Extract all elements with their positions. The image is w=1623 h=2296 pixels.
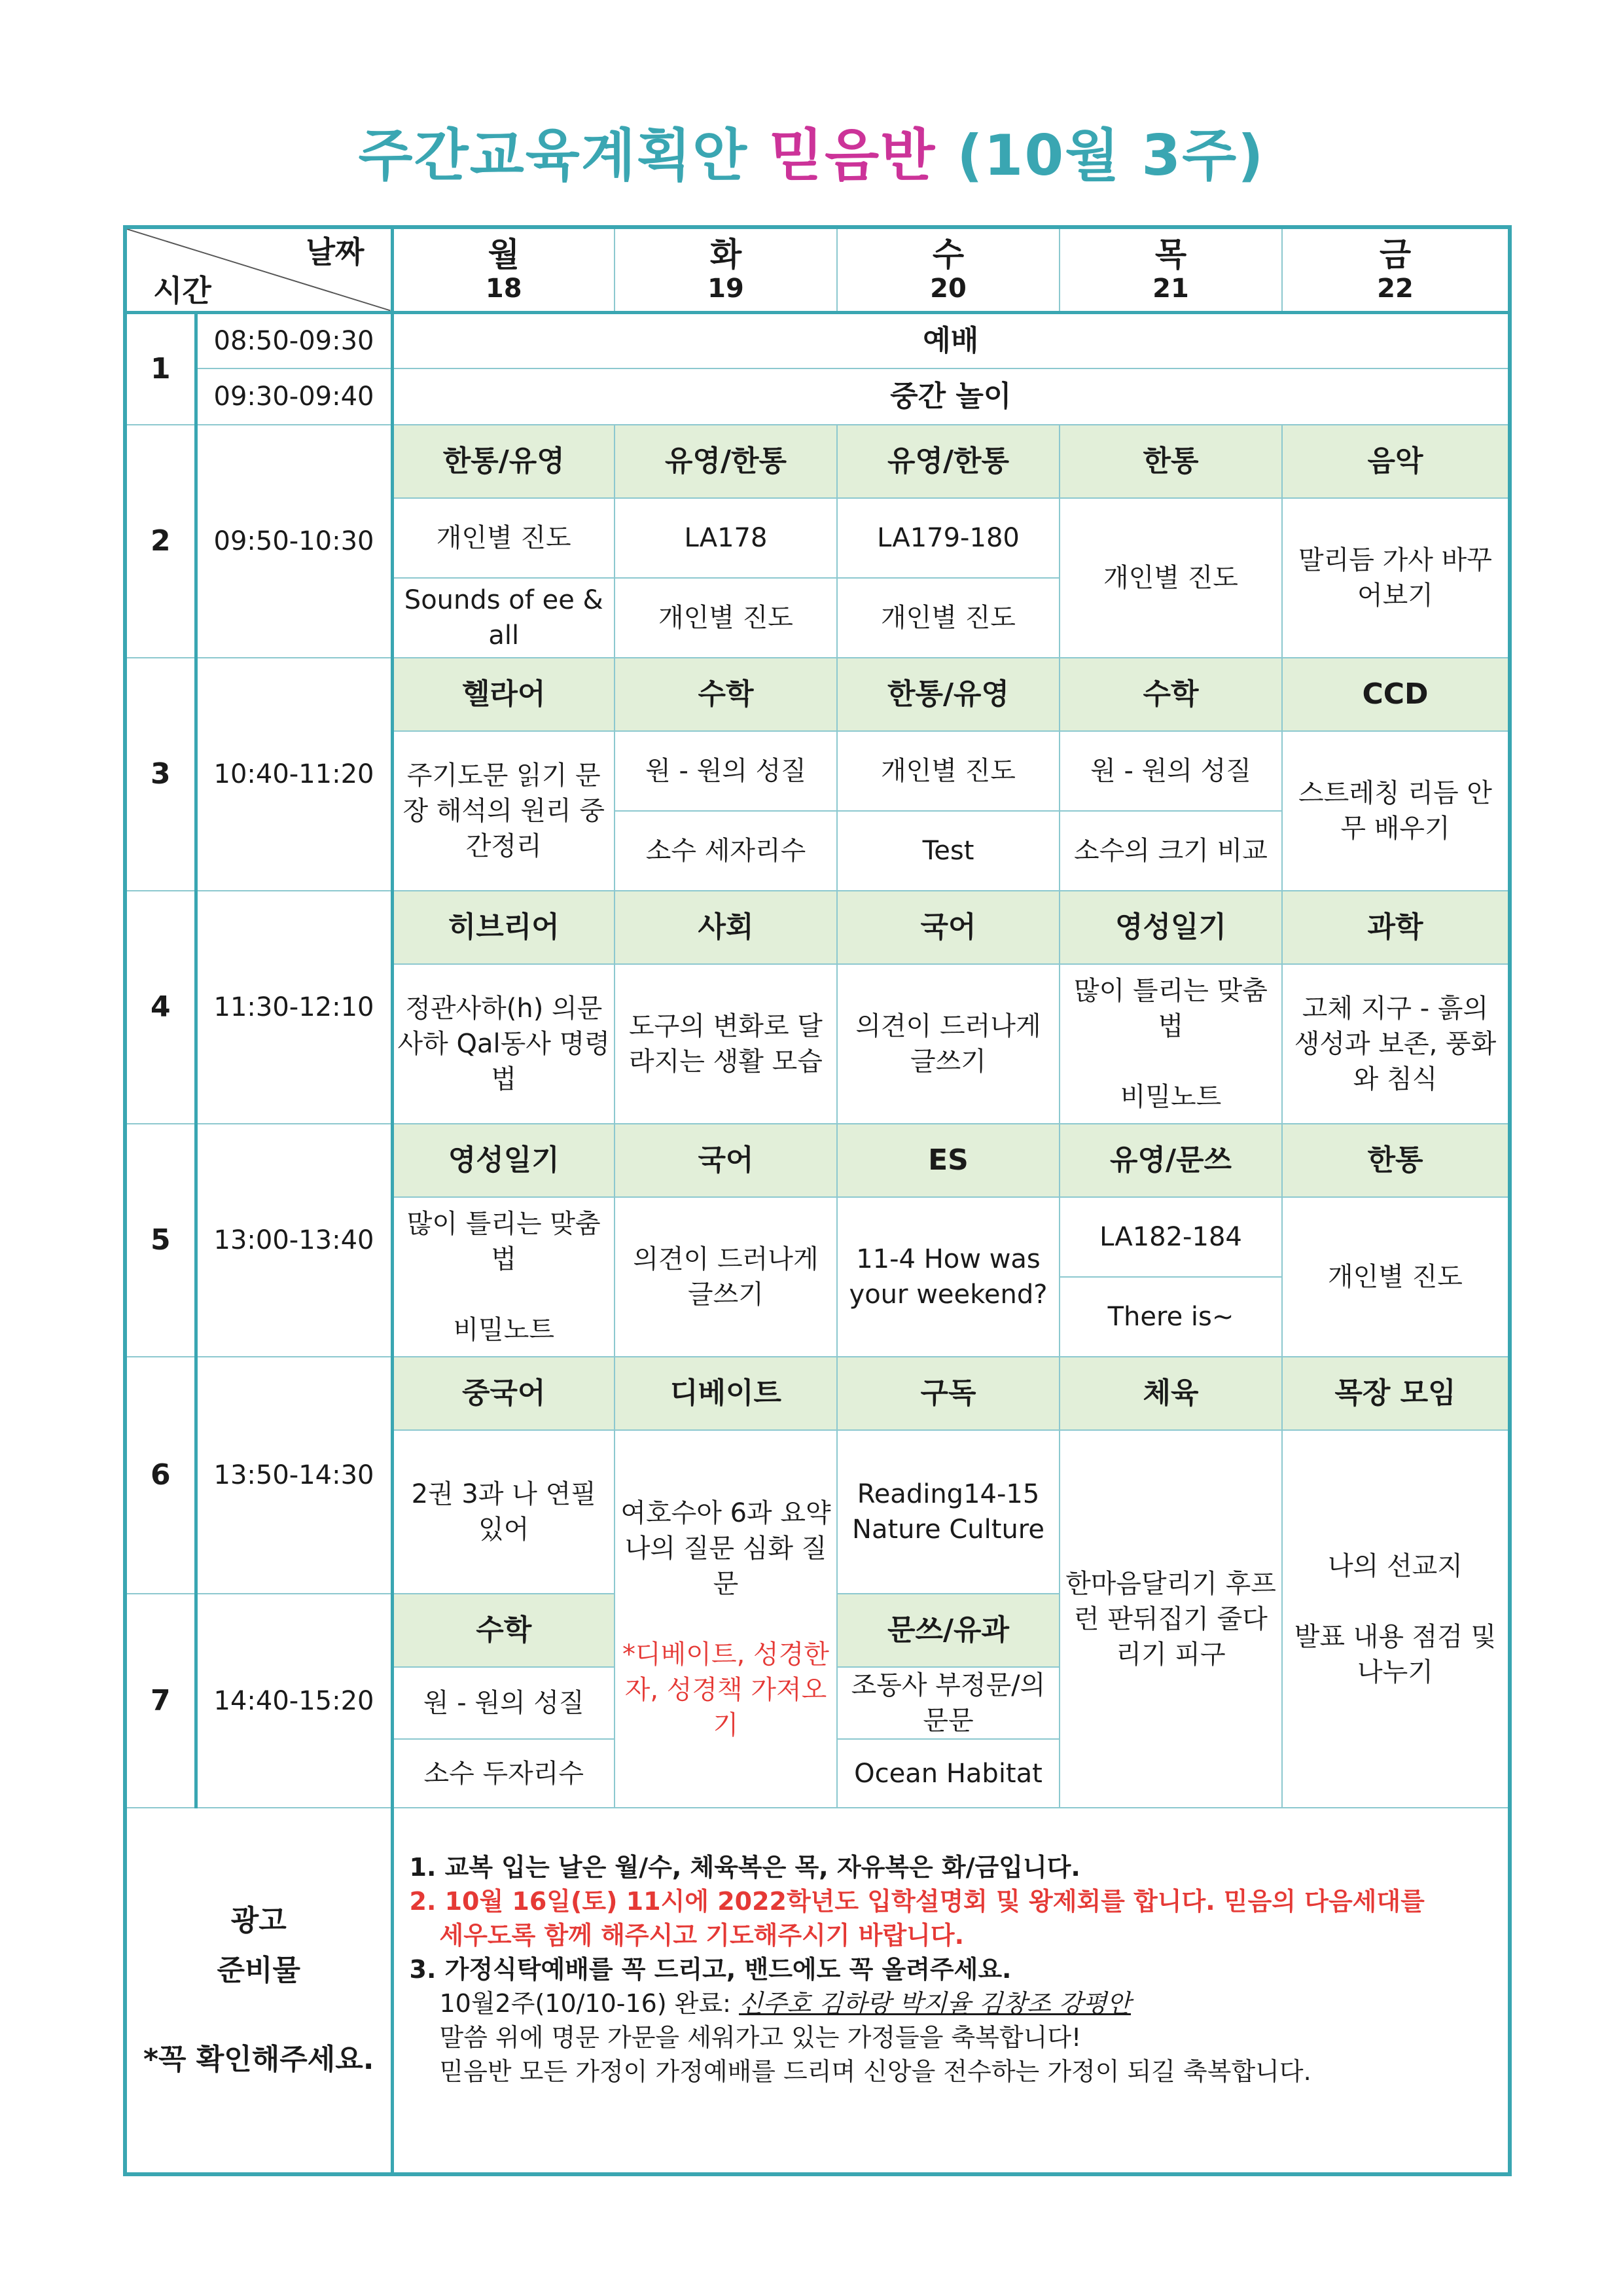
day-date: 22 [1377, 274, 1414, 304]
day-name: 목 [1154, 236, 1187, 274]
subject-cell: 한통 [1060, 425, 1282, 498]
lesson-cell: Ocean Habitat [837, 1739, 1060, 1808]
lesson-cell: Reading14-15 Nature Culture [837, 1430, 1060, 1594]
lesson-cell: 주기도문 읽기 문장 해석의 원리 중간정리 [392, 731, 615, 891]
notice-label-check: *꼭 확인해주세요. [143, 2043, 374, 2076]
period-2-subject-row [125, 425, 1510, 498]
lesson-cell: 11-4 How was your weekend? [837, 1197, 1060, 1357]
subject-cell: 히브리어 [392, 891, 615, 964]
day-date: 21 [1152, 274, 1189, 304]
subject-cell: 유영/문쓰 [1060, 1124, 1282, 1197]
lesson-cell: 개인별 진도 [1282, 1197, 1510, 1357]
subject-cell: 수학 [392, 1594, 615, 1667]
subject-cell: 국어 [615, 1124, 837, 1197]
lesson-cell: 원 - 원의 성질 [1060, 731, 1282, 811]
subject-cell: 디베이트 [615, 1357, 837, 1430]
lesson-cell: 소수의 크기 비교 [1060, 811, 1282, 891]
common-event-worship: 예배 [392, 312, 1510, 368]
time-slot: 10:40-11:20 [196, 658, 392, 891]
notice-completed-line [410, 1986, 1499, 2020]
time-slot: 11:30-12:10 [196, 891, 392, 1124]
lesson-cell-pe: 한마음달리기 후프런 판뒤집기 줄다리기 피구 [1060, 1430, 1282, 1808]
subject-cell: 체육 [1060, 1357, 1282, 1430]
date-label: 날짜 [306, 234, 365, 270]
period-number: 7 [125, 1594, 196, 1808]
common-event-break: 중간 놀이 [392, 368, 1510, 425]
lesson-cell-debate [615, 1430, 837, 1808]
subject-cell: 국어 [837, 891, 1060, 964]
subject-cell: 영성일기 [392, 1124, 615, 1197]
period-number: 6 [125, 1357, 196, 1594]
weekly-schedule-table [123, 225, 1512, 2176]
lesson-cell: 원 - 원의 성질 [392, 1667, 615, 1739]
period-3-subject-row [125, 658, 1510, 731]
subject-cell: 중국어 [392, 1357, 615, 1430]
subject-cell: 구독 [837, 1357, 1060, 1430]
lesson-cell: 고체 지구 - 흙의 생성과 보존, 풍화와 침식 [1282, 964, 1510, 1124]
lesson-line: 나의 선교지 [1328, 1551, 1463, 1581]
time-slot: 14:40-15:20 [196, 1594, 392, 1808]
notice-item-family-worship: 3. 가정식탁예배를 꼭 드리고, 밴드에도 꼭 올려주세요. [409, 1955, 1012, 1984]
day-name: 월 [488, 236, 520, 274]
lesson-line: 많이 틀리는 맞춤법 [406, 1209, 601, 1274]
lesson-line: 여호수아 6과 요약 나의 질문 심화 질문 [620, 1498, 831, 1599]
subject-cell: 수학 [1060, 658, 1282, 731]
header-row [125, 227, 1510, 312]
day-name: 수 [932, 236, 965, 274]
title-main: 주간교육계획안 [358, 123, 749, 188]
lesson-cell: 의견이 드러나게 글쓰기 [837, 964, 1060, 1124]
title-week: (10월 3주) [957, 123, 1265, 188]
lesson-cell-group [1282, 1430, 1510, 1808]
period-6-subject-row [125, 1357, 1510, 1430]
lesson-cell: 개인별 진도 [837, 578, 1060, 658]
lesson-cell: 2권 3과 나 연필 있어 [392, 1430, 615, 1594]
period-4-subject-row [125, 891, 1510, 964]
notice-content [392, 1808, 1510, 2174]
lesson-line: 비밀노트 [453, 1315, 555, 1345]
lesson-line: 비밀노트 [1120, 1082, 1222, 1112]
subject-cell: 유영/한통 [837, 425, 1060, 498]
notice-label-ad: 광고 [230, 1904, 287, 1937]
lesson-cell: 개인별 진도 [1060, 498, 1282, 658]
period-5-subject-row [125, 1124, 1510, 1197]
subject-cell: 유영/한통 [615, 425, 837, 498]
lesson-cell: 개인별 진도 [392, 498, 615, 578]
lesson-cell: 소수 세자리수 [615, 811, 837, 891]
bring-items-note: *디베이트, 성경한자, 성경책 가져오기 [622, 1639, 829, 1740]
lesson-cell: 도구의 변화로 달라지는 생활 모습 [615, 964, 837, 1124]
lesson-cell: Sounds of ee & all [392, 578, 615, 658]
subject-cell: CCD [1282, 658, 1510, 731]
time-slot: 13:50-14:30 [196, 1357, 392, 1594]
subject-cell: 음악 [1282, 425, 1510, 498]
lesson-cell: 소수 두자리수 [392, 1739, 615, 1808]
time-slot: 13:00-13:40 [196, 1124, 392, 1357]
time-slot: 09:30-09:40 [196, 368, 392, 425]
subject-cell: 과학 [1282, 891, 1510, 964]
notice-label-cell [125, 1808, 392, 2174]
page-title [0, 110, 1623, 191]
period-number: 2 [125, 425, 196, 658]
time-slot: 08:50-09:30 [196, 312, 392, 368]
period-number: 4 [125, 891, 196, 1124]
lesson-cell: LA182-184 [1060, 1197, 1282, 1277]
day-date: 18 [485, 274, 522, 304]
day-name: 금 [1379, 236, 1412, 274]
lesson-cell: 스트레칭 리듬 안무 배우기 [1282, 731, 1510, 891]
subject-cell: 문쓰/유과 [837, 1594, 1060, 1667]
notice-item-uniform: 1. 교복 입는 날은 월/수, 체육복은 목, 자유복은 화/금입니다. [409, 1853, 1080, 1882]
day-header-wed [837, 227, 1060, 312]
day-header-fri [1282, 227, 1510, 312]
period-1-row-b [125, 368, 1510, 425]
subject-cell: ES [837, 1124, 1060, 1197]
lesson-line: 발표 내용 점검 및 나누기 [1294, 1621, 1497, 1687]
notice-blessing-2: 믿음반 모든 가정이 가정예배를 드리며 신앙을 전수하는 가정이 되길 축복합니다. [439, 2057, 1311, 2086]
day-name: 화 [709, 236, 742, 274]
lesson-cell [392, 1197, 615, 1357]
notice-item-event: 2. 10월 16일(토) 11시에 2022학년도 입학설명회 및 왕제회를 합니다. 믿음의 다음세대를 [409, 1887, 1425, 1916]
subject-cell: 영성일기 [1060, 891, 1282, 964]
subject-cell: 한통 [1282, 1124, 1510, 1197]
period-number: 1 [125, 312, 196, 425]
day-header-thu [1060, 227, 1282, 312]
lesson-cell: 조동사 부정문/의문문 [837, 1667, 1060, 1739]
lesson-cell: 개인별 진도 [615, 578, 837, 658]
completed-prefix: 10월2주(10/10-16) 완료: [439, 1989, 740, 2018]
notice-label-supplies: 준비물 [217, 1954, 300, 1987]
lesson-cell: 의견이 드러나게 글쓰기 [615, 1197, 837, 1357]
completed-names: 신주호 김하랑 박지율 김창조 강평안 [739, 1989, 1132, 2018]
time-label: 시간 [153, 272, 211, 308]
lesson-cell: LA179-180 [837, 498, 1060, 578]
title-class-name: 믿음반 [769, 123, 936, 188]
subject-cell: 사회 [615, 891, 837, 964]
time-slot: 09:50-10:30 [196, 425, 392, 658]
subject-cell: 목장 모임 [1282, 1357, 1510, 1430]
period-number: 5 [125, 1124, 196, 1357]
diagonal-header-cell [125, 227, 392, 312]
lesson-cell: 원 - 원의 성질 [615, 731, 837, 811]
day-date: 20 [930, 274, 967, 304]
lesson-cell: There is~ [1060, 1277, 1282, 1357]
notice-row [125, 1808, 1510, 2174]
subject-cell: 한통/유영 [837, 658, 1060, 731]
day-header-tue [615, 227, 837, 312]
period-number: 3 [125, 658, 196, 891]
day-date: 19 [707, 274, 744, 304]
lesson-cell: LA178 [615, 498, 837, 578]
lesson-cell: 정관사하(h) 의문사하 Qal동사 명령법 [392, 964, 615, 1124]
lesson-cell [1060, 964, 1282, 1124]
notice-blessing-1: 말씀 위에 명문 가문을 세워가고 있는 가정들을 축복합니다! [439, 2023, 1082, 2052]
lesson-cell: 개인별 진도 [837, 731, 1060, 811]
subject-cell: 수학 [615, 658, 837, 731]
notice-item-event-cont: 세우도록 함께 해주시고 기도해주시기 바랍니다. [439, 1921, 965, 1950]
subject-cell: 한통/유영 [392, 425, 615, 498]
lesson-cell: 말리듬 가사 바꾸어보기 [1282, 498, 1510, 658]
day-header-mon [392, 227, 615, 312]
period-1-row-a [125, 312, 1510, 368]
lesson-cell: Test [837, 811, 1060, 891]
lesson-line: 많이 틀리는 맞춤법 [1074, 976, 1268, 1041]
subject-cell: 헬라어 [392, 658, 615, 731]
